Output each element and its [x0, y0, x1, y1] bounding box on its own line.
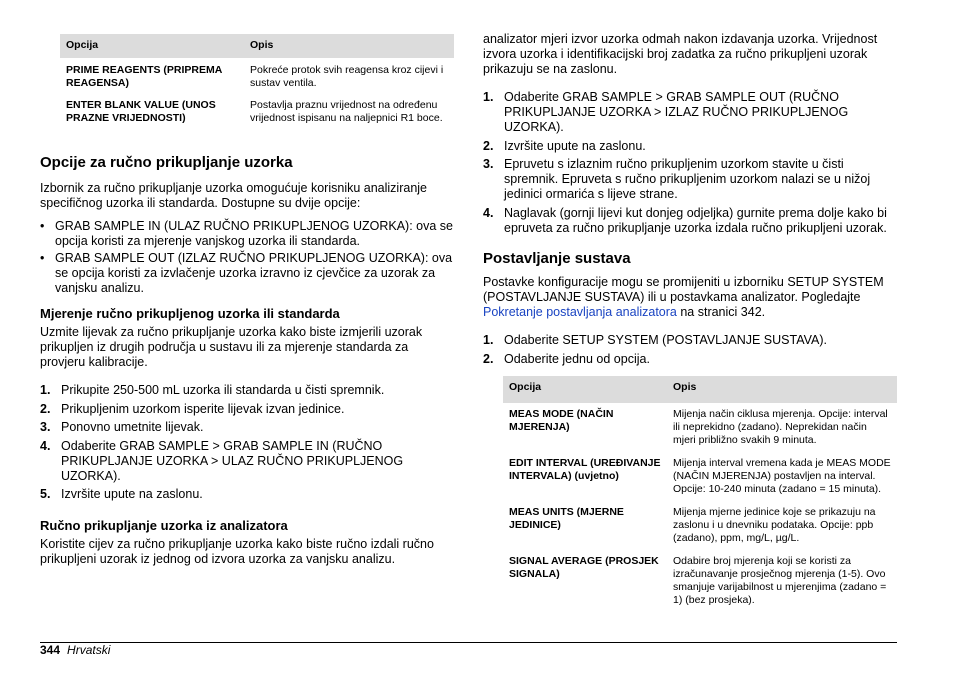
table-cell-description: Pokreće protok svih reagensa kroz cijevi i sustav ventila. — [250, 64, 444, 89]
subsection-heading: Ručno prikupljanje uzorka iz analizatora — [40, 518, 288, 533]
list-item — [40, 420, 440, 435]
table-row — [503, 403, 897, 447]
table-cell-option: PRIME REAGENTS (PRIPREMA REAGENSA) — [66, 64, 222, 89]
intro-text: na stranici 342. — [676, 305, 766, 319]
list-item — [483, 90, 897, 135]
steps-list — [40, 383, 440, 506]
step-number: 4. — [40, 438, 51, 453]
list-item — [40, 402, 440, 417]
step-number: 5. — [40, 487, 51, 501]
step-text: Prikupljenim uzorkom isperite lijevak izvan jedinice. — [61, 401, 345, 416]
subsection-heading: Mjerenje ručno prikupljenog uzorka ili standarda — [40, 306, 340, 321]
table-header-description: Opis — [667, 376, 897, 403]
table-header-option: Opcija — [60, 34, 244, 58]
table-cell-option: SIGNAL AVERAGE (PROSJEK SIGNALA) — [509, 555, 659, 580]
steps-list — [483, 90, 897, 239]
step-text: Odaberite SETUP SYSTEM (POSTAVLJANJE SUSTAVA). — [504, 333, 828, 347]
list-item: • GRAB SAMPLE OUT (IZLAZ RUČNO PRIKUPLJENOG UZORKA): ova se opcija koristi za izvlačenje uzorka izravno iz cjevčice za uzorak za vanjsku analizu. — [40, 251, 454, 296]
table-cell-description: Mijenja način ciklusa mjerenja. Opcije: interval ili neprekidno (zadano). Neprekidan način mjeri približno svakih 9 minuta. — [673, 408, 888, 446]
steps-list — [483, 333, 897, 370]
step-text: Naglavak (gornji lijevi kut donjeg odjeljka) gurnite prema dolje kako bi epruveta za ručno prikupljanje uzorka izdala ručno prikupljeni uzorak. — [504, 205, 887, 235]
step-text: Ponovno umetnite lijevak. — [61, 420, 204, 434]
subsection-intro: Koristite cijev za ručno prikupljanje uzorka kako biste ručno izdali ručno prikupljeni uzorak iz jednog od izvora uzorka za vanjsku analizu. — [40, 537, 434, 566]
step-number: 3. — [40, 420, 51, 434]
table-header-row — [60, 34, 454, 58]
table-cell-description: Odabire broj mjerenja koji se koristi za izračunavanje prosječnog mjerenja (1-5). Ovo smanjuje varijabilnost u mjerenjima (zadano = 1) (bez prosjeka). — [673, 555, 887, 606]
cross-reference-link[interactable]: Pokretanje postavljanja analizatora — [483, 305, 677, 319]
step-number: 1. — [483, 333, 494, 347]
table-cell-description: Postavlja praznu vrijednost na određenu vrijednost ispisanu na naljepnici R1 boce. — [250, 99, 443, 124]
section-heading: Postavljanje sustava — [483, 250, 631, 267]
step-text: Odaberite jednu od opcija. — [504, 351, 650, 366]
section-intro — [483, 275, 897, 320]
list-item — [40, 439, 440, 484]
table-cell-option: MEAS MODE (NAČIN MJERENJA) — [509, 408, 614, 433]
list-item — [483, 157, 897, 202]
step-text: Odaberite GRAB SAMPLE > GRAB SAMPLE OUT (RUČNO PRIKUPLJANJE UZORKA > IZLAZ RUČNO PRIKUPLJENOG UZORKA). — [504, 90, 849, 134]
step-number: 1. — [40, 383, 51, 397]
footer-divider — [40, 642, 897, 643]
list-item: • GRAB SAMPLE IN (ULAZ RUČNO PRIKUPLJENOG UZORKA): ova se opcija koristi za mjerenje vanjskog uzorka ili standarda. — [40, 219, 454, 249]
step-number: 1. — [483, 90, 494, 104]
page-footer — [40, 643, 110, 658]
list-item — [483, 139, 897, 154]
list-item — [483, 352, 897, 367]
step-text: Prikupite 250-500 mL uzorka ili standarda u čisti spremnik. — [61, 383, 385, 397]
table-row — [60, 58, 454, 90]
table-cell-option: ENTER BLANK VALUE (UNOS PRAZNE VRIJEDNOSTI) — [66, 99, 216, 124]
table-header-description: Opis — [244, 34, 454, 58]
options-table-2 — [503, 376, 897, 607]
table-header-row — [503, 376, 897, 403]
table-row — [503, 496, 897, 545]
options-bullet-list — [40, 219, 454, 298]
list-item — [40, 383, 440, 398]
step-text: Izvršite upute na zaslonu. — [61, 487, 203, 501]
table-row — [503, 447, 897, 496]
table-cell-option: MEAS UNITS (MJERNE JEDINICE) — [509, 506, 624, 531]
step-number: 4. — [483, 205, 494, 220]
table-row — [503, 545, 897, 607]
step-text: Epruvetu s izlaznim ručno prikupljenim uzorkom stavite u čisti spremnik. Epruveta s ručno prikupljenim uzorkom nalazi se u nižoj jedinici ormarića s lijeve strane. — [504, 157, 871, 201]
table-cell-option: EDIT INTERVAL (UREĐIVANJE INTERVALA) (uvjetno) — [509, 457, 661, 482]
page-number: 344 — [40, 643, 61, 657]
table-row — [60, 90, 454, 125]
section-heading: Opcije za ručno prikupljanje uzorka — [40, 154, 293, 171]
subsection-intro: Uzmite lijevak za ručno prikupljanje uzorka kako biste izmjerili uzorak prikupljen iz drugih područja u sustavu ili za mjerenje standarda za provjeru kalibracije. — [40, 325, 423, 369]
list-item — [483, 333, 897, 348]
list-item — [483, 206, 897, 236]
step-number: 2. — [40, 401, 51, 416]
step-text: Izvršite upute na zaslonu. — [504, 138, 646, 153]
step-text: Odaberite GRAB SAMPLE > GRAB SAMPLE IN (RUČNO PRIKUPLJANJE UZORKA > ULAZ RUČNO PRIKUPLJENOG UZORKA). — [61, 438, 404, 483]
step-number: 2. — [483, 138, 494, 153]
list-item — [40, 487, 440, 502]
intro-text: Postavke konfiguracije mogu se promijeniti u izborniku SETUP SYSTEM (POSTAVLJANJE SUSTAVA) ili u postavkama analizator. Pogledajte — [483, 275, 884, 304]
section-intro: Izbornik za ručno prikupljanje uzorka omogućuje korisniku analiziranje specifičnog uzorka ili standarda. Dostupne su dvije opcije: — [40, 181, 428, 210]
table-header-option: Opcija — [503, 376, 667, 403]
continued-paragraph: analizator mjeri izvor uzorka odmah nakon izdavanja uzorka. Vrijednost izvora uzorka i identifikacijski broj zadatka za ručno prikupljeni uzorak prikazuju se na zaslonu. — [483, 32, 878, 76]
step-number: 3. — [483, 157, 494, 171]
footer-language: Hrvatski — [67, 643, 111, 657]
table-cell-description: Mijenja interval vremena kada je MEAS MODE (NAČIN MJERENJA) postavljen na interval. Opcije: 10-240 minuta (zadano = 15 minuta). — [673, 457, 891, 495]
step-number: 2. — [483, 351, 494, 366]
options-table-1 — [60, 34, 454, 125]
table-cell-description: Mijenja mjerne jedinice koje se prikazuju na zaslonu i u dnevniku podataka. Opcije: ppb (zadano), ppm, mg/L, µg/L. — [673, 506, 876, 544]
